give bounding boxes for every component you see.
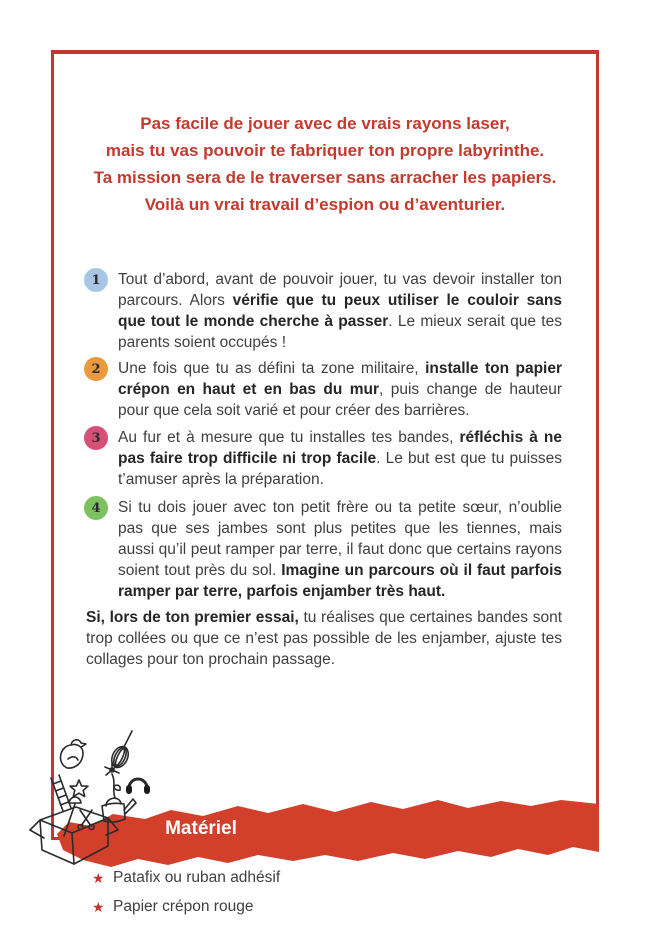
headphones-icon bbox=[126, 779, 150, 794]
step-number-badge: 1 bbox=[84, 268, 108, 292]
step-number-badge: 3 bbox=[84, 426, 108, 450]
ladder-doodle bbox=[51, 775, 71, 811]
step-text: Au fur et à mesure que tu installes tes bandes, réfléchis à ne pas faire trop difficile ni trop facile. Le but est que tu puisses t’amuser après la préparation. bbox=[118, 429, 563, 488]
materials-item bbox=[92, 895, 280, 918]
materials-item-label: Patafix ou ruban adhésif bbox=[113, 868, 281, 886]
step-text: Tout d’abord, avant de pouvoir jouer, tu vas devoir installer ton parcours. Alors vérifie que tu peux utiliser le couloir sans que tout le monde cherche à passer. Le mieux serait que tes parents soient occupés ! bbox=[118, 271, 563, 351]
materials-list bbox=[92, 866, 280, 924]
step-item-2 bbox=[84, 358, 562, 421]
step-text: Une fois que tu as défini ta zone militaire, installe ton papier crépon en haut et en bas du mur, puis change de hauteur pour que cela soit varié et pour créer des barrières. bbox=[118, 360, 563, 419]
intro-line: Pas facile de jouer avec de vrais rayons laser, bbox=[140, 114, 510, 133]
materials-title: Matériel bbox=[165, 818, 237, 839]
intro-line: mais tu vas pouvoir te fabriquer ton propre labyrinthe. bbox=[105, 141, 545, 160]
step-text: Si tu dois jouer avec ton petit frère ou ta petite sœur, n’oublie pas que ses jambes sont plus petites que les tiennes, mais aussi qu’il peut ramper par terre, il faut donc que certains rayons soient tout près du sol. Imagine un parcours où il faut parfois ramper par terre, parfois enjamber très haut. bbox=[118, 499, 563, 600]
materials-item bbox=[92, 866, 280, 889]
materials-doodles bbox=[28, 718, 183, 886]
star-bullet-icon: ★ bbox=[92, 898, 105, 915]
step-item-4 bbox=[84, 497, 562, 602]
note-paragraph: Si, lors de ton premier essai, tu réalises que certaines bandes sont trop collées ou que ce n’est pas possible de les enjamber, ajuste tes collages pour ton prochain passage. bbox=[86, 609, 562, 668]
star-doodle bbox=[70, 780, 88, 797]
step-item-3 bbox=[84, 427, 562, 490]
step-number-badge: 4 bbox=[84, 496, 108, 520]
intro-text bbox=[45, 110, 605, 218]
intro-line: Voilà un vrai travail d’espion ou d’aventurier. bbox=[144, 195, 506, 214]
intro-line: Ta mission sera de le traverser sans arracher les papiers. bbox=[93, 168, 557, 187]
cardboard-box-doodle bbox=[30, 807, 118, 864]
step-item-1 bbox=[84, 269, 562, 353]
step-number-badge: 2 bbox=[84, 357, 108, 381]
bird-doodle bbox=[60, 740, 86, 768]
star-bullet-icon: ★ bbox=[92, 869, 105, 886]
materials-item-label: Papier crépon rouge bbox=[113, 897, 254, 915]
